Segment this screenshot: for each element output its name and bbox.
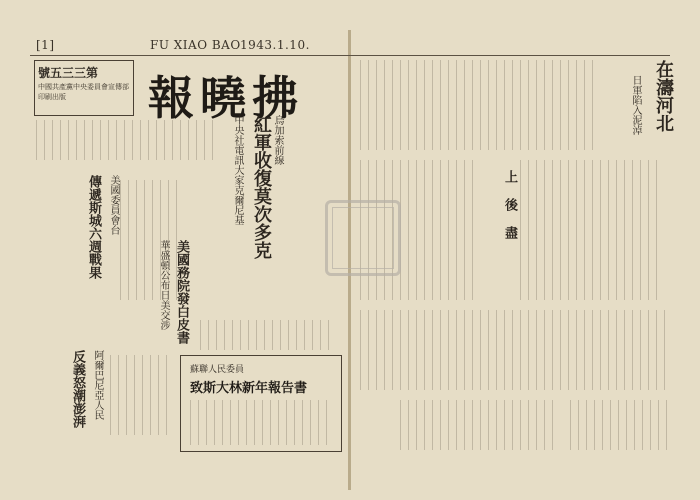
- text-column-block: [200, 320, 330, 350]
- page-marker: [1]: [36, 38, 55, 52]
- right-headline: 在濤河北: [653, 60, 674, 132]
- left-article-kicker: 美國委員會台: [108, 175, 119, 235]
- center-article-title: 美國務院發白皮書: [174, 240, 189, 344]
- right-center-tag-3: 盡: [502, 226, 517, 239]
- center-article-sub: 華盛頓公布日美交涉: [158, 240, 169, 330]
- text-column-block: [520, 160, 660, 300]
- box-title-main: 致斯大林新年報告書: [190, 381, 308, 396]
- text-column-block: [120, 180, 180, 300]
- newspaper-title: 報曉拂: [148, 71, 304, 125]
- paper-name: FU XIAO BAO: [150, 38, 241, 52]
- bottom-left-title: 反義怒潮澎湃: [70, 350, 85, 428]
- bottom-left-sub: 阿爾巴尼亞人民: [92, 350, 103, 420]
- issue-number: 號五三三第: [38, 66, 99, 80]
- left-article-title: 傳遞斯城六週戰果: [86, 175, 101, 279]
- issue-date: 1943.1.10.: [240, 38, 310, 52]
- text-column-block: [36, 120, 216, 160]
- header-rule: [30, 55, 670, 56]
- right-center-tag-2: 後: [502, 198, 517, 211]
- sub-headline: 中央社電訊大家克爾尼基: [232, 115, 243, 225]
- right-subheadline: 日軍陷入泥淖: [630, 75, 641, 135]
- publisher-info: 中國共產黨中央委員會宣傳部印刷出版: [38, 83, 129, 101]
- text-column-block: [360, 310, 670, 390]
- library-seal-icon: [325, 200, 401, 276]
- box-title-small: 蘇聯人民委員: [190, 365, 245, 375]
- kicker-line: 烏加索前線: [272, 115, 283, 165]
- text-column-block: [110, 355, 170, 435]
- right-center-tag: 上: [502, 170, 517, 183]
- text-column-block: [400, 400, 560, 450]
- text-column-block: [190, 400, 330, 445]
- text-column-block: [360, 60, 600, 150]
- text-column-block: [570, 400, 670, 450]
- main-headline: 紅軍收復莫次多克: [251, 115, 272, 259]
